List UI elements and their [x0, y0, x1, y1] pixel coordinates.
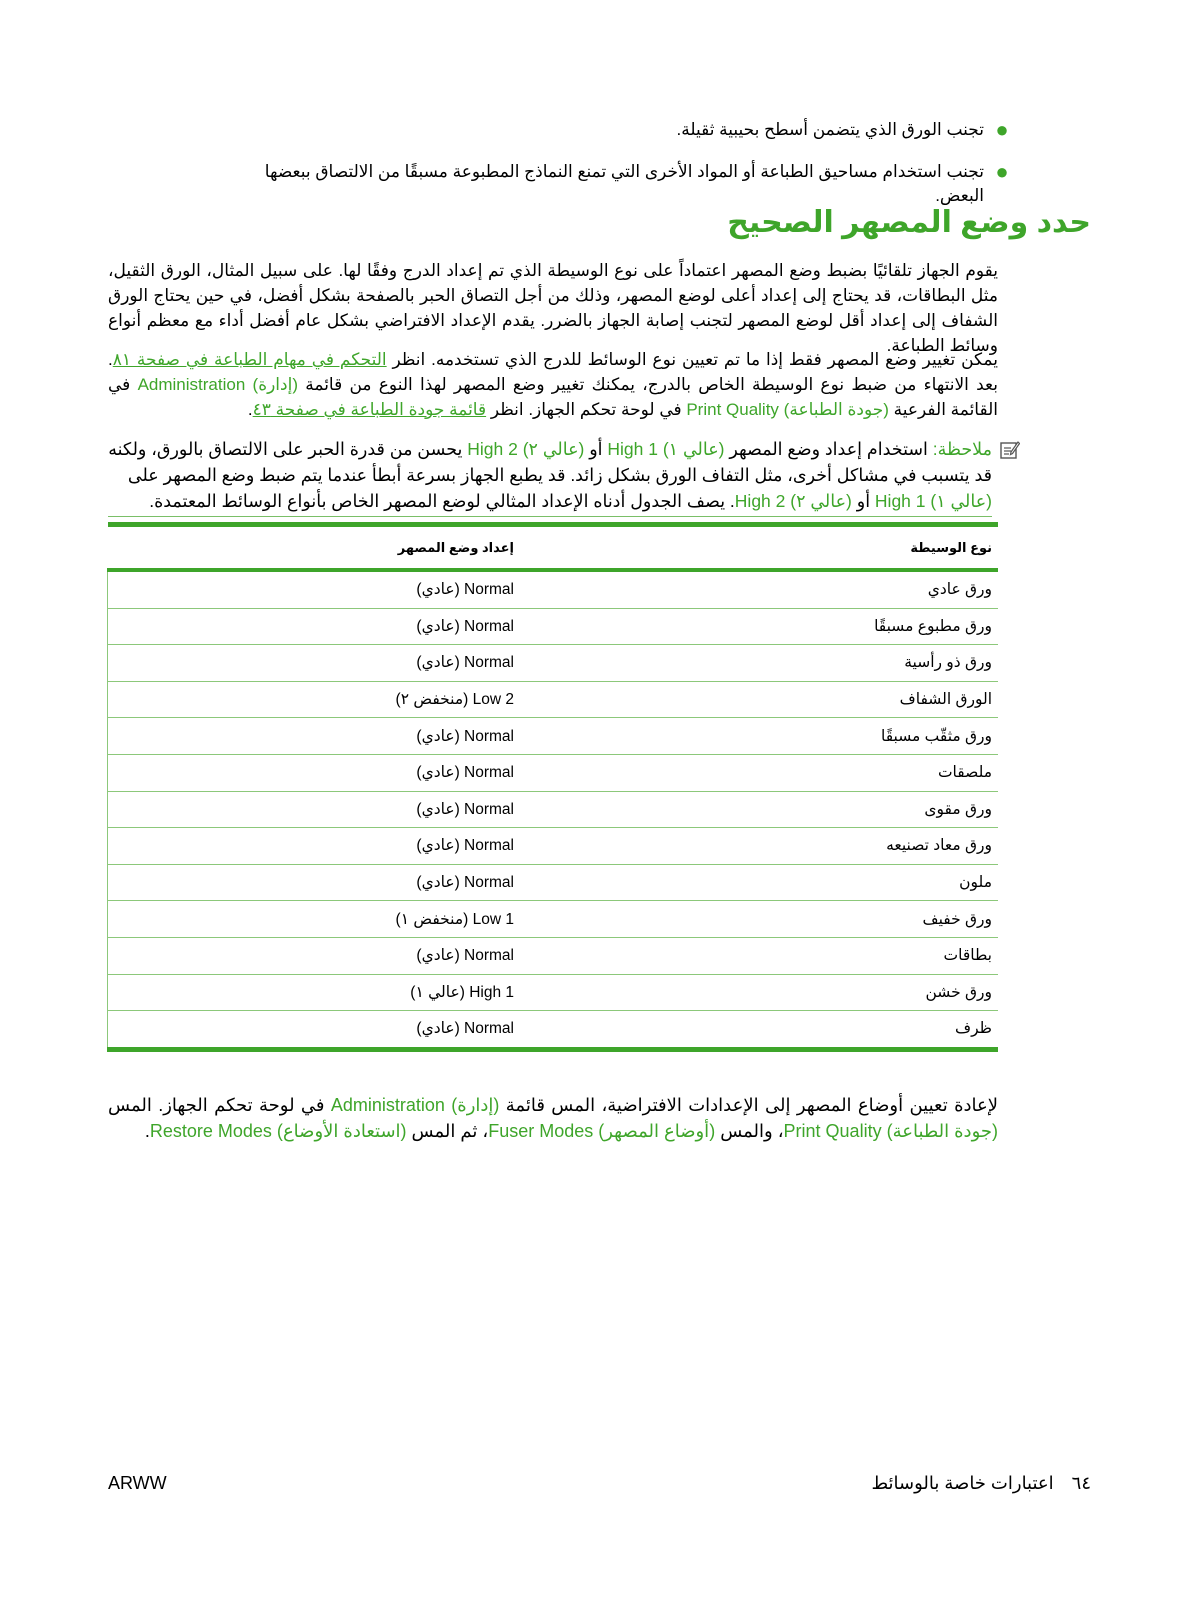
footer-page-info: [871, 1473, 1091, 1494]
media-type-cell: ملون: [520, 864, 998, 901]
media-type-cell: بطاقات: [520, 937, 998, 974]
table-row: [108, 974, 999, 1011]
fuser-mode-cell: Normal (عادي): [108, 828, 521, 865]
media-type-cell: ظرف: [520, 1011, 998, 1050]
table-row: [108, 864, 999, 901]
footer-code: ARWW: [108, 1473, 167, 1493]
bullet-text: تجنب استخدام مساحيق الطباعة أو المواد الأخرى التي تمنع النماذج المطبوعة مسبقًا من الالتصاق ببعضها البعض.: [264, 162, 984, 205]
fuser-mode-cell: Normal (عادي): [108, 754, 521, 791]
media-type-cell: ورق مقوى: [520, 791, 998, 828]
table-row: [108, 570, 999, 608]
table-row: [108, 754, 999, 791]
fuser-mode-cell: Normal (عادي): [108, 570, 521, 608]
bullet-item: [240, 118, 1020, 142]
table-row: [108, 608, 999, 645]
bullet-dot-icon: ●: [995, 159, 1009, 184]
media-type-cell: ورق خشن: [520, 974, 998, 1011]
note-text: ملاحظة: استخدام إعداد وضع المصهر High 1 (عالي ١) أو High 2 (عالي ٢) يحسن من قدرة الحبر على الالتصاق بالورق، ولكنه قد يتسبب في مشاكل أخرى، مثل التفاف الورق بشكل زائد. قد يطبع الجهاز بسرعة أبطأ عندما يتم ضبط وضع المصهر على High 1 (عالي ١) أو High 2 (عالي ٢). يصف الجدول أدناه الإعداد المثالي لوضع المصهر الخاص بأنواع الوسائط المعتمدة.: [108, 436, 992, 517]
fuser-mode-cell: Normal (عادي): [108, 937, 521, 974]
table-row: [108, 1011, 999, 1050]
media-type-cell: الورق الشفاف: [520, 681, 998, 718]
section-heading: حدد وضع المصهر الصحيح: [727, 206, 1091, 239]
media-type-cell: ورق مطبوع مسبقًا: [520, 608, 998, 645]
fuser-mode-cell: Normal (عادي): [108, 608, 521, 645]
fuser-mode-cell: Normal (عادي): [108, 718, 521, 755]
reset-paragraph: لإعادة تعيين أوضاع المصهر إلى الإعدادات الافتراضية، المس قائمة Administration (إدارة) في لوحة تحكم الجهاز. المس Print Quality (جودة الطباعة)، والمس Fuser Modes (أوضاع المصهر)، ثم المس Restore Modes (استعادة الأوضاع).: [108, 1095, 999, 1141]
column-header-media-type: نوع الوسيطة: [520, 525, 998, 571]
media-type-cell: ورق معاد تصنيعه: [520, 828, 998, 865]
note-box: [108, 436, 1020, 517]
menu-print-quality: Print Quality (جودة الطباعة): [686, 400, 889, 419]
link-print-jobs[interactable]: التحكم في مهام الطباعة في صفحة ٨١: [112, 350, 387, 369]
media-type-cell: ورق خفيف: [520, 901, 998, 938]
bullet-dot-icon: ●: [995, 117, 1009, 142]
fuser-mode-cell: Normal (عادي): [108, 645, 521, 682]
page-number: ٦٤: [1071, 1473, 1091, 1493]
bullet-item: [240, 160, 1020, 208]
fuser-mode-table: [107, 522, 998, 1052]
table-row: [108, 828, 999, 865]
intro-paragraph: يقوم الجهاز تلقائيًا بضبط وضع المصهر اعتماداً على نوع الوسيطة الذي تم إعداد الدرج وفقًا لها. على سبيل المثال، الورق الثقيل، مثل البطاقات، قد يحتاج إلى إعداد أعلى لوضع المصهر، وذلك من أجل التصاق الحبر بالصفحة بشكل أفضل، في حين يحتاج الورق الشفاف إلى إعداد أقل لوضع المصهر لتجنب إصابة الجهاز بالضرر. يقدم الإعداد الافتراضي بشكل عام أفضل أداء مع معظم أنواع وسائط الطباعة.: [108, 261, 998, 355]
table-row: [108, 645, 999, 682]
fuser-mode-cell: Normal (عادي): [108, 791, 521, 828]
fuser-mode-cell: Normal (عادي): [108, 864, 521, 901]
fuser-mode-cell: Low 2 (منخفض ٢): [108, 681, 521, 718]
media-type-cell: ورق عادي: [520, 570, 998, 608]
media-type-cell: ورق ذو رأسية: [520, 645, 998, 682]
column-header-fuser-mode: إعداد وضع المصهر: [108, 525, 521, 571]
table-row: [108, 937, 999, 974]
link-print-quality-menu[interactable]: قائمة جودة الطباعة في صفحة ٤٣: [252, 400, 487, 419]
media-type-cell: ملصقات: [520, 754, 998, 791]
bullet-text: تجنب الورق الذي يتضمن أسطح بحيبية ثقيلة.: [676, 120, 984, 139]
note-label: ملاحظة:: [932, 439, 992, 459]
table-row: [108, 791, 999, 828]
table-row: [108, 901, 999, 938]
fuser-mode-cell: Low 1 (منخفض ١): [108, 901, 521, 938]
table-header-row: [108, 525, 999, 571]
menu-administration: Administration (إدارة): [137, 375, 298, 394]
fuser-mode-paragraph: يمكن تغيير وضع المصهر فقط إذا ما تم تعيين نوع الوسائط للدرج الذي تستخدمه. انظر التحكم في مهام الطباعة في صفحة ٨١. بعد الانتهاء من ضبط نوع الوسيطة الخاص بالدرج، يمكنك تغيير وضع المصهر لهذا النوع من قائمة Administration (إدارة) في القائمة الفرعية Print Quality (جودة الطباعة) في لوحة تحكم الجهاز. انظر قائمة جودة الطباعة في صفحة ٤٣.: [108, 350, 998, 419]
table-row: [108, 718, 999, 755]
fuser-mode-cell: High 1 (عالي ١): [108, 974, 521, 1011]
chapter-title: اعتبارات خاصة بالوسائط: [871, 1473, 1054, 1493]
fuser-mode-cell: Normal (عادي): [108, 1011, 521, 1050]
note-icon: [998, 440, 1020, 517]
media-type-cell: ورق مثقّب مسبقًا: [520, 718, 998, 755]
table-row: [108, 681, 999, 718]
